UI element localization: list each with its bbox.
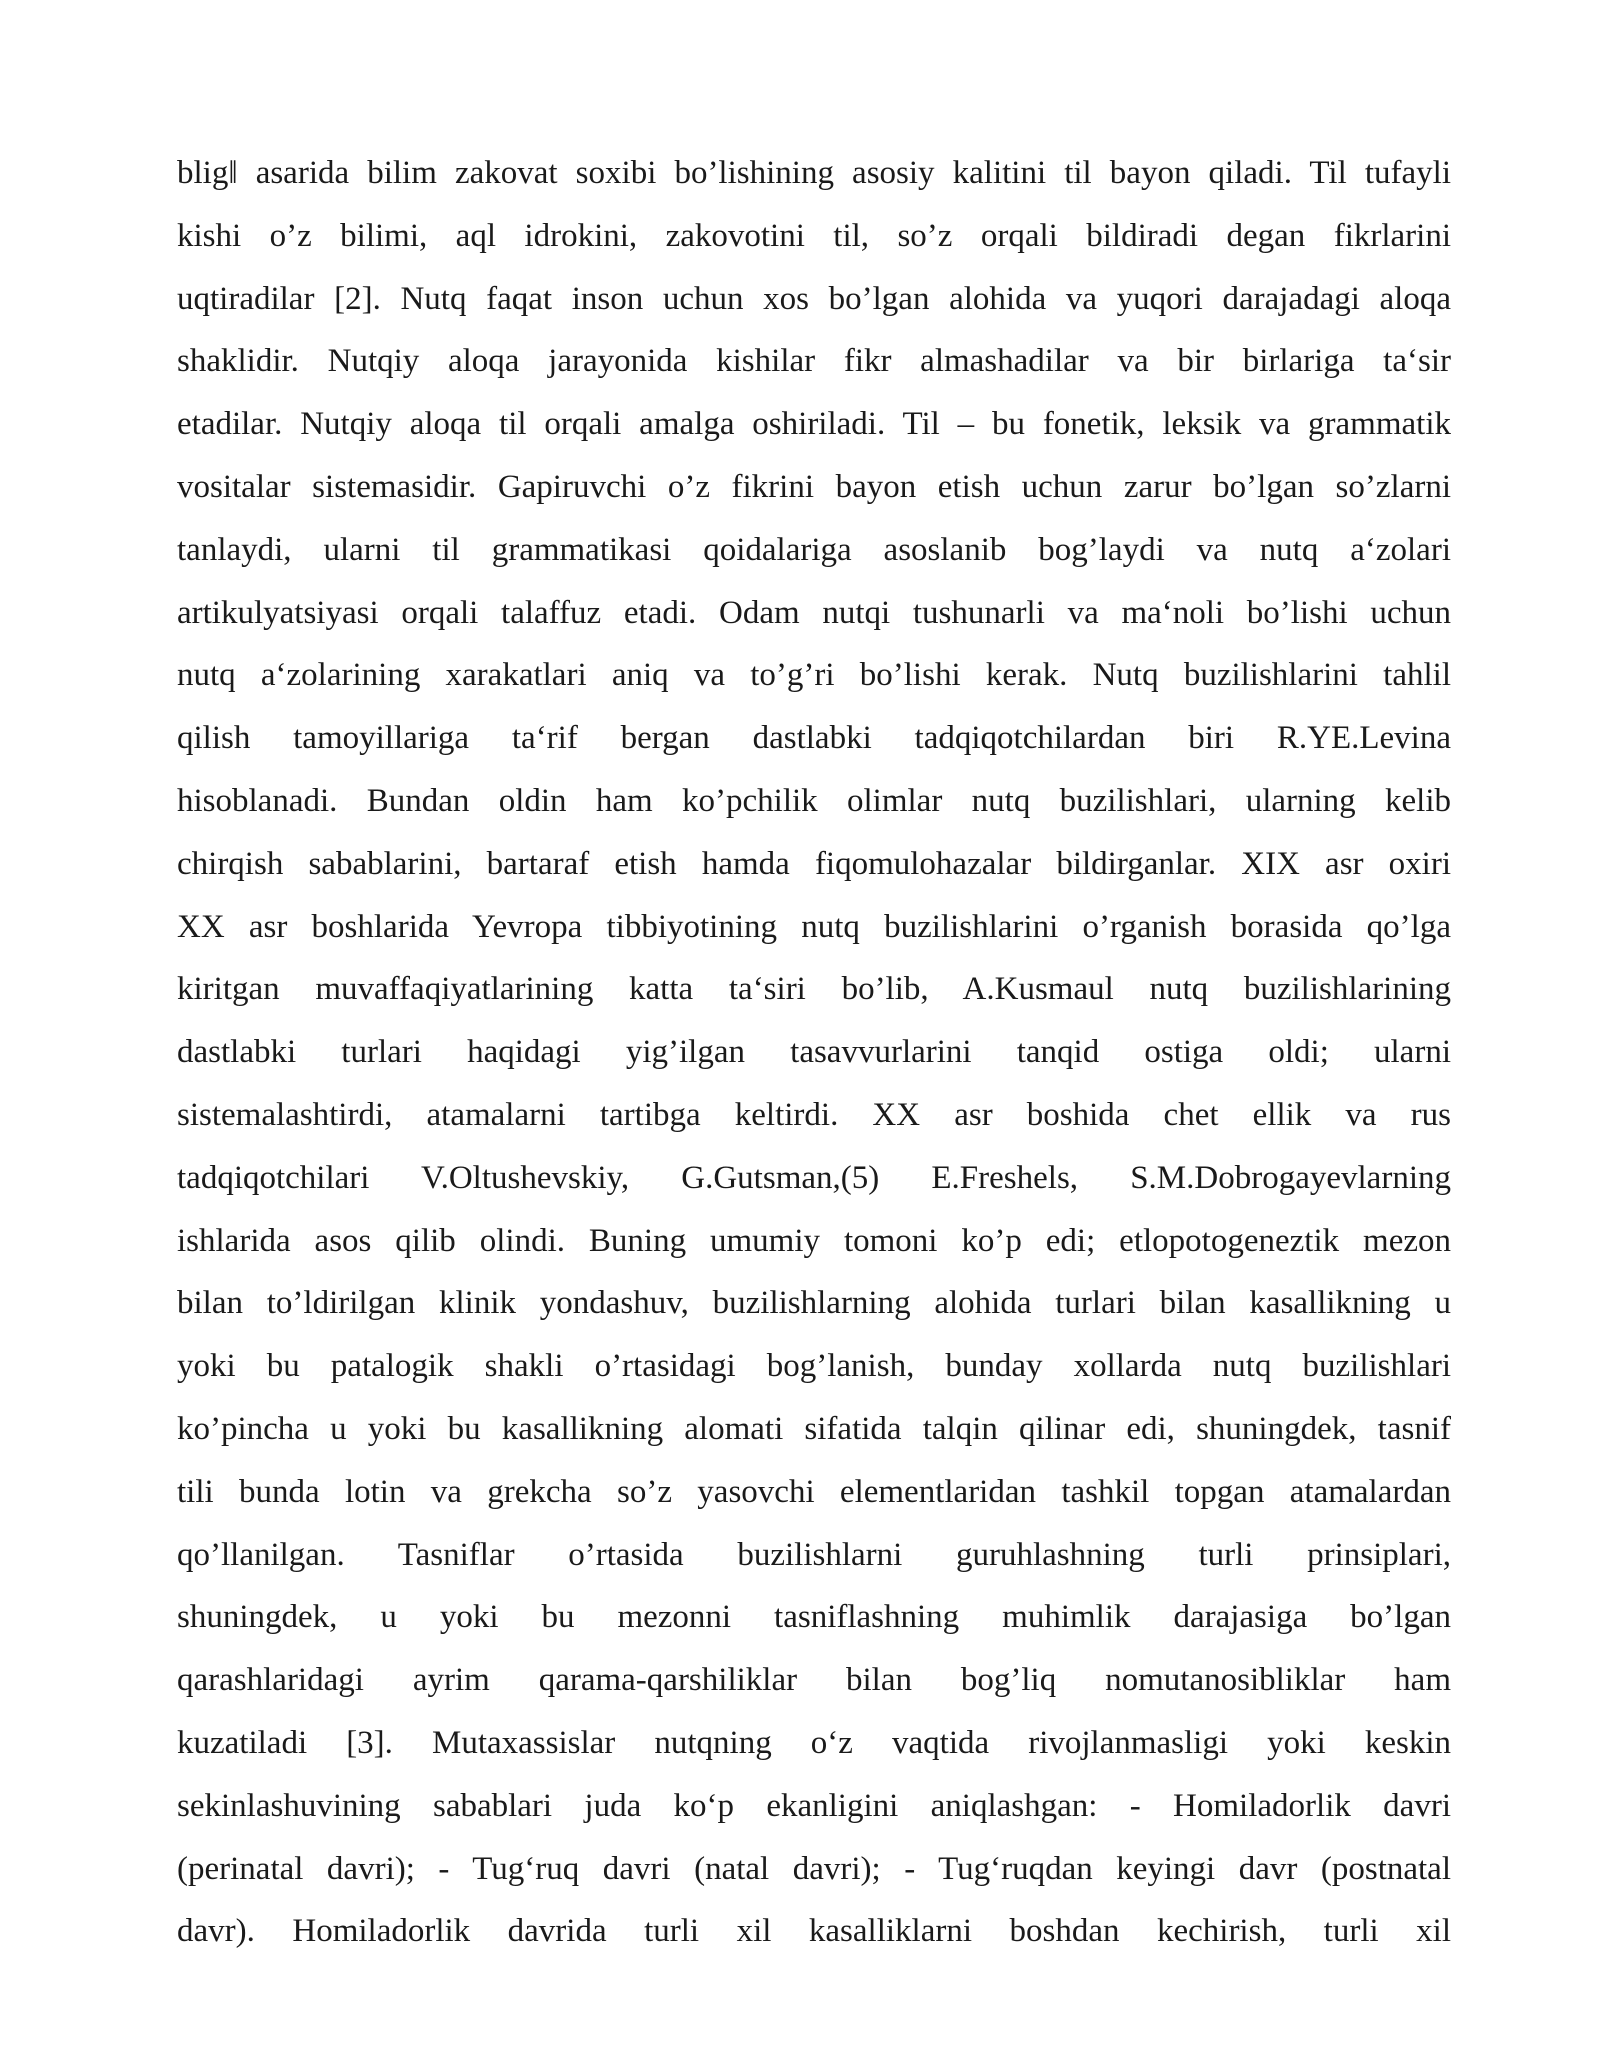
text-line: uqtiradilar [2]. Nutq faqat inson uchun xos bo’lgan alohida va yuqori darajadagi aloqa [177, 280, 1451, 317]
text-line: vositalar sistemasidir. Gapiruvchi o’z fikrini bayon etish uchun zarur bo’lgan so’zlarni [177, 468, 1451, 505]
text-line: dastlabki turlari haqidagi yig’ilgan tasavvurlarini tanqid ostiga oldi; ularni [177, 1034, 1451, 1071]
text-line: sekinlashuvining sabablari juda ko‘p ekanligini aniqlashgan: - Homiladorlik davri [177, 1787, 1451, 1824]
text-line: shuningdek, u yoki bu mezonni tasniflashning muhimlik darajasiga bo’lgan [177, 1599, 1451, 1636]
text-line: qilish tamoyillariga ta‘rif bergan dastlabki tadqiqotchilardan biri R.YE.Levina [177, 720, 1451, 757]
text-line: bilan to’ldirilgan klinik yondashuv, buzilishlarning alohida turlari bilan kasallikning u [177, 1285, 1451, 1322]
text-line: etadilar. Nutqiy aloqa til orqali amalga oshiriladi. Til – bu fonetik, leksik va grammatik [177, 406, 1451, 443]
text-line: davr). Homiladorlik davrida turli xil kasalliklarni boshdan kechirish, turli xil [177, 1913, 1451, 1950]
text-line: yoki bu patalogik shakli o’rtasidagi bog’lanish, bunday xollarda nutq buzilishlari [177, 1348, 1451, 1385]
text-line: kishi o’z bilimi, aql idrokini, zakovotini til, so’z orqali bildiradi degan fikrlarini [177, 217, 1451, 254]
text-line: kuzatiladi [3]. Mutaxassislar nutqning o‘z vaqtida rivojlanmasligi yoki keskin [177, 1724, 1451, 1761]
text-line: qarashlaridagi ayrim qarama-qarshiliklar bilan bog’liq nomutanosibliklar ham [177, 1662, 1451, 1699]
text-line: artikulyatsiyasi orqali talaffuz etadi. Odam nutqi tushunarli va ma‘noli bo’lishi uchun [177, 594, 1451, 631]
body-paragraph [177, 142, 1451, 1963]
text-line: ko’pincha u yoki bu kasallikning alomati sifatida talqin qilinar edi, shuningdek, tasnif [177, 1410, 1451, 1447]
text-line: qo’llanilgan. Tasniflar o’rtasida buzilishlarni guruhlashning turli prinsiplari, [177, 1536, 1451, 1573]
text-line: tili bunda lotin va grekcha so’z yasovchi elementlaridan tashkil topgan atamalardan [177, 1473, 1451, 1510]
text-line: nutq a‘zolarining xarakatlari aniq va to’g’ri bo’lishi kerak. Nutq buzilishlarini tahlil [177, 657, 1451, 694]
text-line: (perinatal davri); - Tug‘ruq davri (natal davri); - Tug‘ruqdan keyingi davr (postnatal [177, 1850, 1451, 1887]
text-line: chirqish sabablarini, bartaraf etish hamda fiqomulohazalar bildirganlar. XIX asr oxiri [177, 845, 1451, 882]
text-line: XX asr boshlarida Yevropa tibbiyotining nutq buzilishlarini o’rganish borasida qo’lga [177, 908, 1451, 945]
text-line: tanlaydi, ularni til grammatikasi qoidalariga asoslanib bog’laydi va nutq a‘zolari [177, 531, 1451, 568]
text-line: kiritgan muvaffaqiyatlarining katta ta‘siri bo’lib, A.Kusmaul nutq buzilishlarining [177, 971, 1451, 1008]
text-line: ishlarida asos qilib olindi. Buning umumiy tomoni ko’p edi; etlopotogeneztik mezon [177, 1222, 1451, 1259]
text-line: blig‖ asarida bilim zakovat soxibi bo’lishining asosiy kalitini til bayon qiladi. Til tufayli [177, 155, 1451, 191]
text-line: sistemalashtirdi, atamalarni tartibga keltirdi. XX asr boshida chet ellik va rus [177, 1096, 1451, 1133]
text-line: shaklidir. Nutqiy aloqa jarayonida kishilar fikr almashadilar va bir birlariga ta‘sir [177, 343, 1451, 380]
text-line: tadqiqotchilari V.Oltushevskiy, G.Gutsman,(5) E.Freshels, S.M.Dobrogayevlarning [177, 1159, 1451, 1196]
text-line: hisoblanadi. Bundan oldin ham ko’pchilik olimlar nutq buzilishlari, ularning kelib [177, 782, 1451, 819]
